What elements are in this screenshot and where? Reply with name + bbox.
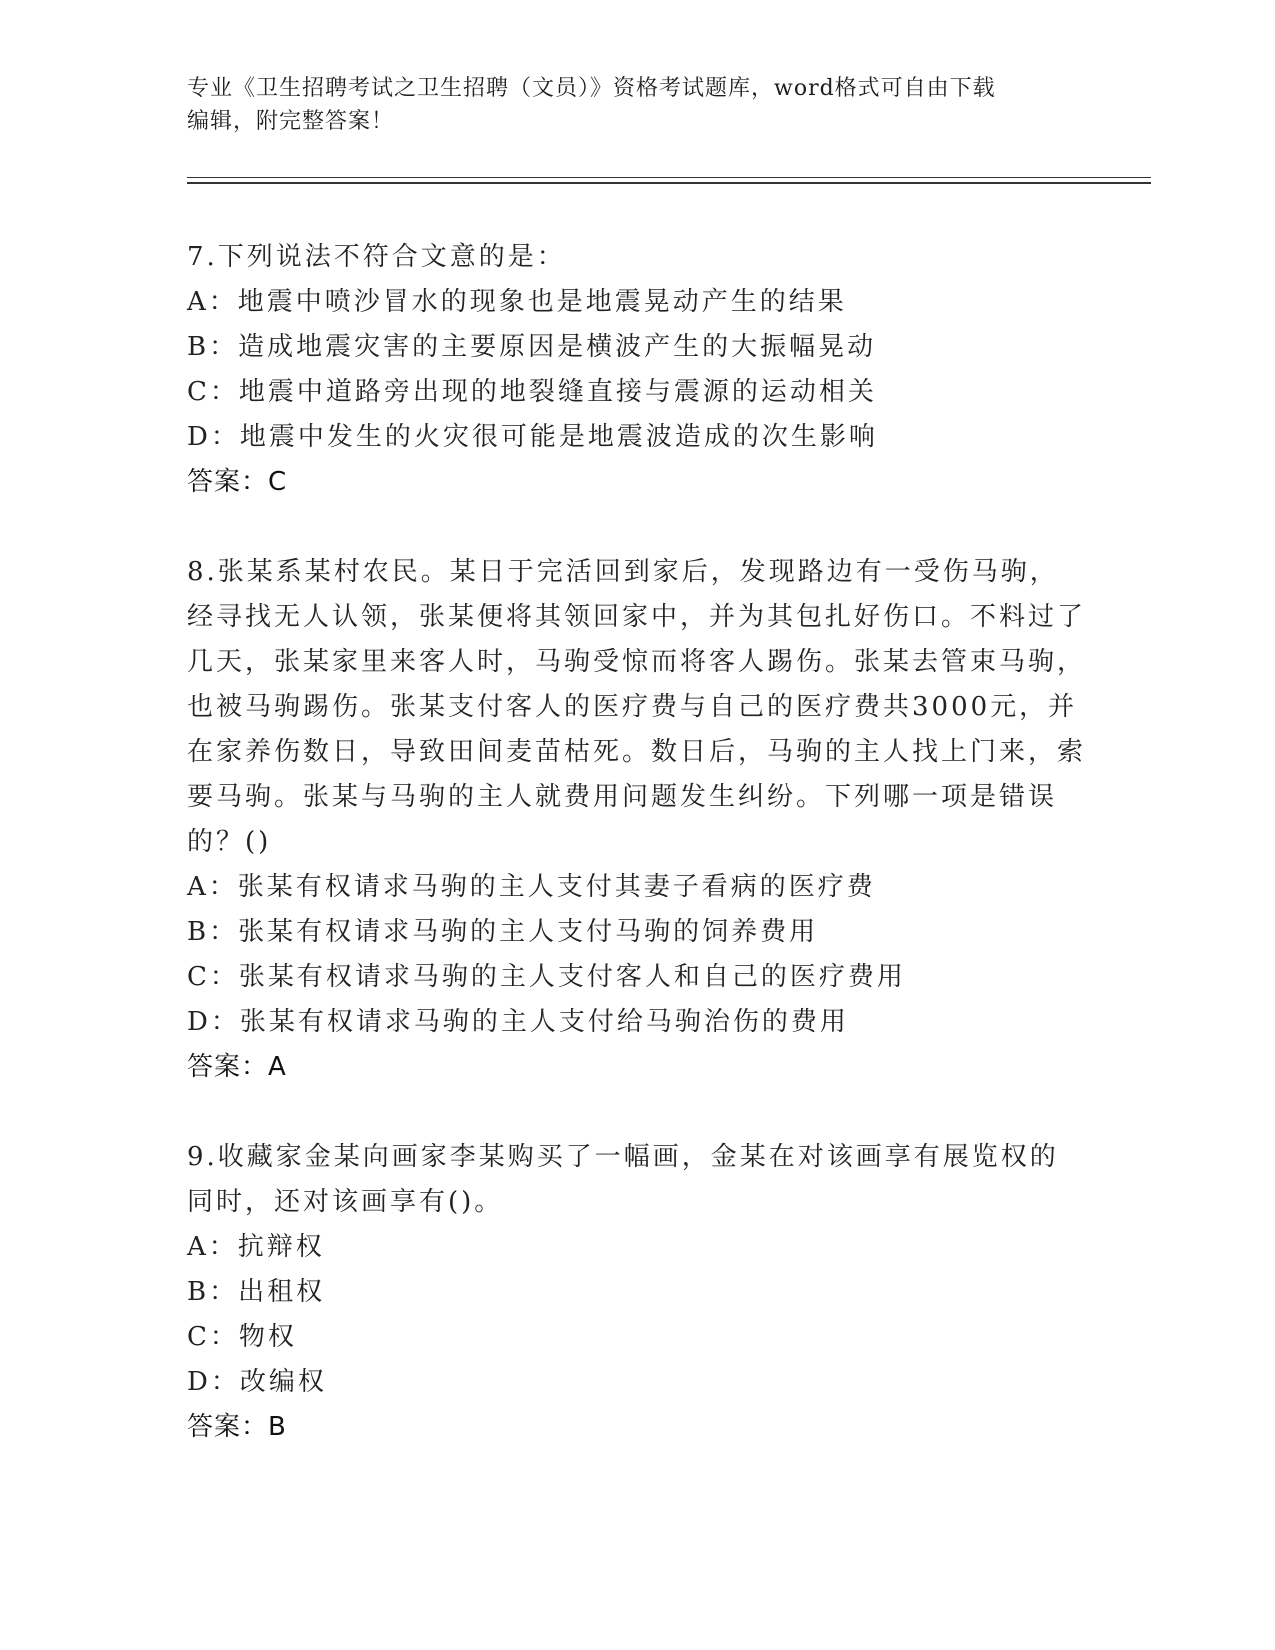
answer-value: C <box>268 467 288 497</box>
document-header <box>187 72 1087 138</box>
answer-value: A <box>268 1052 287 1082</box>
option-d: D：改编权 <box>187 1367 327 1397</box>
header-divider-thick <box>187 182 1151 184</box>
header-line-1: 专业《卫生招聘考试之卫生招聘（文员）》资格考试题库，word格式可自由下载 <box>187 76 996 101</box>
answer-line <box>187 460 1087 505</box>
question-list <box>187 235 1087 1495</box>
option-a: A：地震中喷沙冒水的现象也是地震晃动产生的结果 <box>187 287 847 317</box>
question-text: 7.下列说法不符合文意的是： <box>187 242 566 272</box>
option-c: C：物权 <box>187 1322 297 1352</box>
option-b: B：造成地震灾害的主要原因是横波产生的大振幅晃动 <box>187 332 877 362</box>
answer-label: 答案： <box>187 1412 269 1442</box>
answer-label: 答案： <box>187 1052 269 1082</box>
option-b: B：出租权 <box>187 1277 326 1307</box>
answer-value: B <box>268 1412 287 1442</box>
option-d: D：地震中发生的火灾很可能是地震波造成的次生影响 <box>187 422 878 452</box>
answer-label: 答案： <box>187 467 269 497</box>
question-item <box>187 235 1087 505</box>
option-c: C：张某有权请求马驹的主人支付客人和自己的医疗费用 <box>187 962 906 992</box>
option-b: B：张某有权请求马驹的主人支付马驹的饲养费用 <box>187 917 819 947</box>
option-d: D：张某有权请求马驹的主人支付给马驹治伤的费用 <box>187 1007 849 1037</box>
option-a: A：张某有权请求马驹的主人支付其妻子看病的医疗费 <box>187 872 876 902</box>
option-a: A：抗辩权 <box>187 1232 325 1262</box>
header-line-2: 编辑，附完整答案！ <box>187 109 395 134</box>
question-item <box>187 550 1087 1090</box>
answer-line <box>187 1405 1087 1450</box>
option-c: C：地震中道路旁出现的地裂缝直接与震源的运动相关 <box>187 377 877 407</box>
answer-line <box>187 1045 1087 1090</box>
question-text: 8.张某系某村农民。某日于完活回到家后，发现路边有一受伤马驹，经寻找无人认领，张某便将其领回家中，并为其包扎好伤口。不料过了几天，张某家里来客人时，马驹受惊而将客人踢伤。张某去管束马驹，也被马驹踢伤。张某支付客人的医疗费与自己的医疗费共3000元，并在家养伤数日，导致田间麦苗枯死。数日后，马驹的主人找上门来，索要马驹。张某与马驹的主人就费用问题发生纠纷。下列哪一项是错误的？() <box>187 557 1087 857</box>
question-text: 9.收藏家金某向画家李某购买了一幅画，金某在对该画享有展览权的同时，还对该画享有()。 <box>187 1142 1059 1217</box>
question-item <box>187 1135 1087 1450</box>
header-divider-thin <box>187 177 1151 178</box>
